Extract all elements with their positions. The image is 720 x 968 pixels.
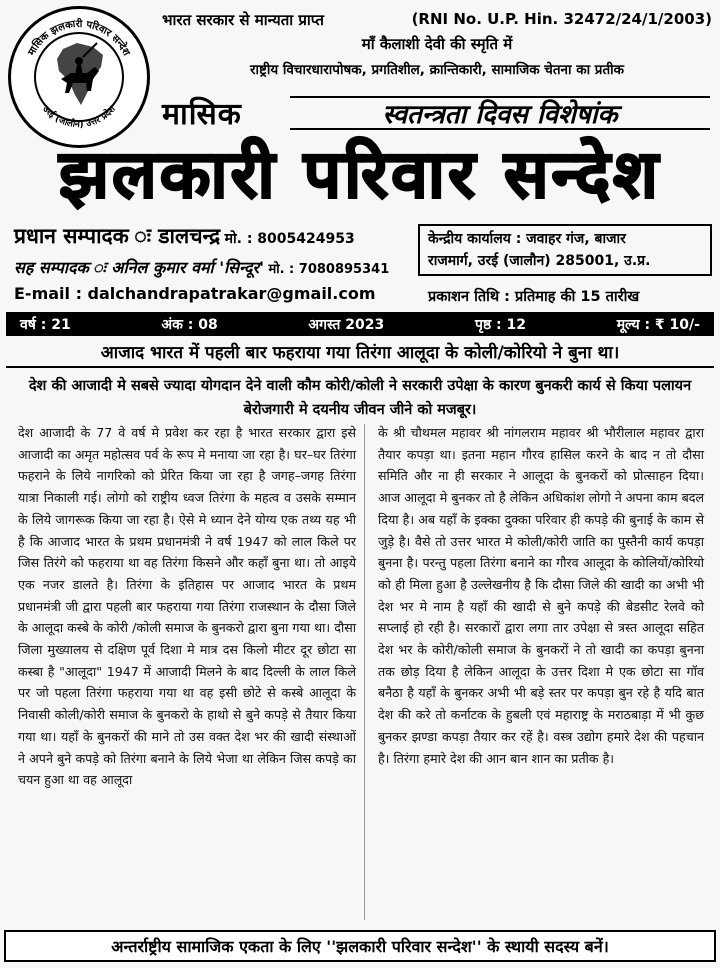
chief-editor <box>14 222 355 250</box>
chief-editor-mobile: मो. : 8005424953 <box>224 231 355 247</box>
issue-info-bar <box>6 312 714 336</box>
chief-editor-label: प्रधान सम्पादक ः डालचन्द्र <box>14 224 221 248</box>
issue-page: पृष्ठ : 12 <box>474 316 526 333</box>
rni-number: (RNI No. U.P. Hin. 32472/24/1/2003) <box>411 10 712 28</box>
co-editor-label: सह सम्पादक ः अनिल कुमार वर्मा 'सिन्दूर' <box>14 258 264 277</box>
newspaper-title: झलकारी परिवार सन्देश <box>59 136 661 213</box>
co-editor <box>14 256 389 278</box>
issue-month: अगस्त 2023 <box>308 316 385 333</box>
article-column-left: देश आजादी के 77 वे वर्ष मे प्रवेश कर रहा है भारत सरकार द्वारा इसे आजादी का अमृत महोत्सव पर्व के रूप मे मनाया जा रहा है। घर–घर तिरंगा फहराने के लिये नागरिको को प्रेरित किया जा रहा है जगह–जगह तिरंगा यात्रा निकाली गई। लोगो को राष्ट्रीय ध्वज तिरंगा के महत्व व उसके सम्मान के लिये जागरूक किया जा रहा है। ऐसे मे ध्यान देने योग्य एक तथ्य यह भी है कि आजाद भारत के प्रथम प्रधानमंत्री ने वर्ष 1947 को लाल किले पर जिस तिरंगे को फहराया था वह तिरंगा किसने और कहाँ बुना था। तो आइये एक नजर डालते है। तिरंगा के इतिहास पर आजाद भारत के प्रथम प्रधानमंत्री जी द्वारा पहली बार फहराया गया तिरंगा राजस्थान के दौसा जिले के आलूदा कस्बे के कोरी /कोली समाज के बुनकरो द्वारा बुना गया था। दौसा जिला मुख्यालय से दक्षिण पूर्व दिशा मे मात्र दस किलो मीटर दूर छोटा सा कस्बा है "आलूदा" 1947 में आजादी मिलने के बाद दिल्ली के लाल किले पर जो पहला तिरंगा फहराया गया था वह इसी छोटे से कस्बे आलूदा के निवासी कोली/कोरी समाज के बुनकरो के हाथो से बुने कपड़े से तैयार किया गया था। यहाँ के बुनकरों की माने तो उस वक्त देश भर की खादी संस्थाओं ने अपने बुने कपड़े को तिरंगा बनाने के लिये भेजा था लेकिन जिस कपड़े का चयन हुआ था वह आलूदा <box>18 425 356 788</box>
tagline: राष्ट्रीय विचारधारापोषक, प्रगतिशील, क्रान्तिकारी, सामाजिक चेतना का प्रतीक <box>249 62 625 78</box>
footer-banner: अन्तर्राष्ट्रीय सामाजिक एकता के लिए ''झलकारी परिवार सन्देश'' के स्थायी सदस्य बनें। <box>4 930 716 962</box>
issue-number: अंक : 08 <box>161 316 218 333</box>
memory-line: माँ कैलाशी देवी की स्मृति में <box>361 35 513 53</box>
horse-rider-emblem-icon <box>8 6 150 148</box>
article-subhead: देश की आजादी मे सबसे ज्यादा योगदान देने वाली कौम कोरी/कोली ने सरकारी उपेक्षा के कारण बुनकरी कार्य से किया पलायन बेरोजगारी मे दयनीय जीवन जीने को मजबूर। <box>28 378 692 418</box>
issue-price: मूल्य : ₹ 10/- <box>616 316 700 333</box>
office-line-1: केन्द्रीय कार्यालय : जवाहर गंज, बाजार <box>428 231 626 247</box>
special-issue-banner: स्वतन्त्रता दिवस विशेषांक <box>290 96 710 130</box>
co-editor-mobile: मो. : 7080895341 <box>268 262 390 277</box>
article-column-right: के श्री चौथमल महावर श्री नांगलराम महावर श्री भौरीलाल महावर द्वारा तैयार कपड़ा था। इतना महान गौरव हासिल करने के बाद न तो दौसा समिति और ना ही सरकार ने आलूदा के बुनकरों को प्रोत्साहन दिया। आज आलूदा मे बुनकर तो है लेकिन अधिकांश लोगो ने अपना काम बदल दिया है। अब यहाँ के इक्का दुक्का परिवार ही कपड़े की बुनाई के काम से जुड़े है। वैसे तो उत्तर भारत मे कोली/कोरी जाति का पुस्तैनी कार्य कपड़ा बुनना है। परन्तु पहला तिरंगा बनाने का गौरव आलूदा के कोलियों/कोरियो को ही मिला हुआ है उल्लेखनीय है कि दौसा जिले की खादी का अभी भी देश भर मे नाम है यहाँ की खादी से बुने कपड़े की बेडसीट रेलवे को सप्लाई हो रही है। सरकारों द्वारा लगा तार उपेक्षा से त्रस्त आलूदा सहित देश भर के कोरी/कोली समाज के बुनकरों ने तो खादी का कपड़ा बुनना तक छोड़ दिया है लेकिन आलूदा के उत्तर दिशा मे एक छोटा सा गॉव बनैठा है यहाँ के बुनकर अभी भी बड़े स्तर पर कपड़ा बुन रहे है यदि बात देश की करे तो कर्नाटक के हुबली एवं महाराष्ट्र के मराठबाड़ा में भी कुछ बुनकर झण्डा कपड़ा तैयार कर रहें है। वस्त्र उद्योग हमारे देश की पहचान है। तिरंगा हमारे देश की आन बान शान का प्रतीक है। <box>378 425 704 766</box>
monthly-label: मासिक <box>162 97 242 132</box>
issue-year: वर्ष : 21 <box>20 316 71 333</box>
office-line-2: राजमार्ग, उरई (जालौन) 285001, उ.प्र. <box>428 253 651 269</box>
recognition-line <box>162 10 712 30</box>
office-address-box <box>418 224 712 276</box>
recognition-text: भारत सरकार से मान्यता प्राप्त <box>162 11 324 29</box>
logo-text-top: मासिक झलकारी परिवार सन्देश <box>26 18 132 58</box>
publication-date: प्रकाशन तिथि : प्रतिमाह की 15 तारीख <box>428 289 640 305</box>
email-address: E-mail : dalchandrapatrakar@gmail.com <box>14 284 376 303</box>
article-headline: आजाद भारत में पहली बार फहराया गया तिरंगा आलूदा के कोली/कोरियो ने बुना था। <box>6 340 714 368</box>
column-divider <box>364 424 365 920</box>
logo-text-bottom: उरई (जालौन) उत्तर प्रदेश <box>40 104 118 131</box>
